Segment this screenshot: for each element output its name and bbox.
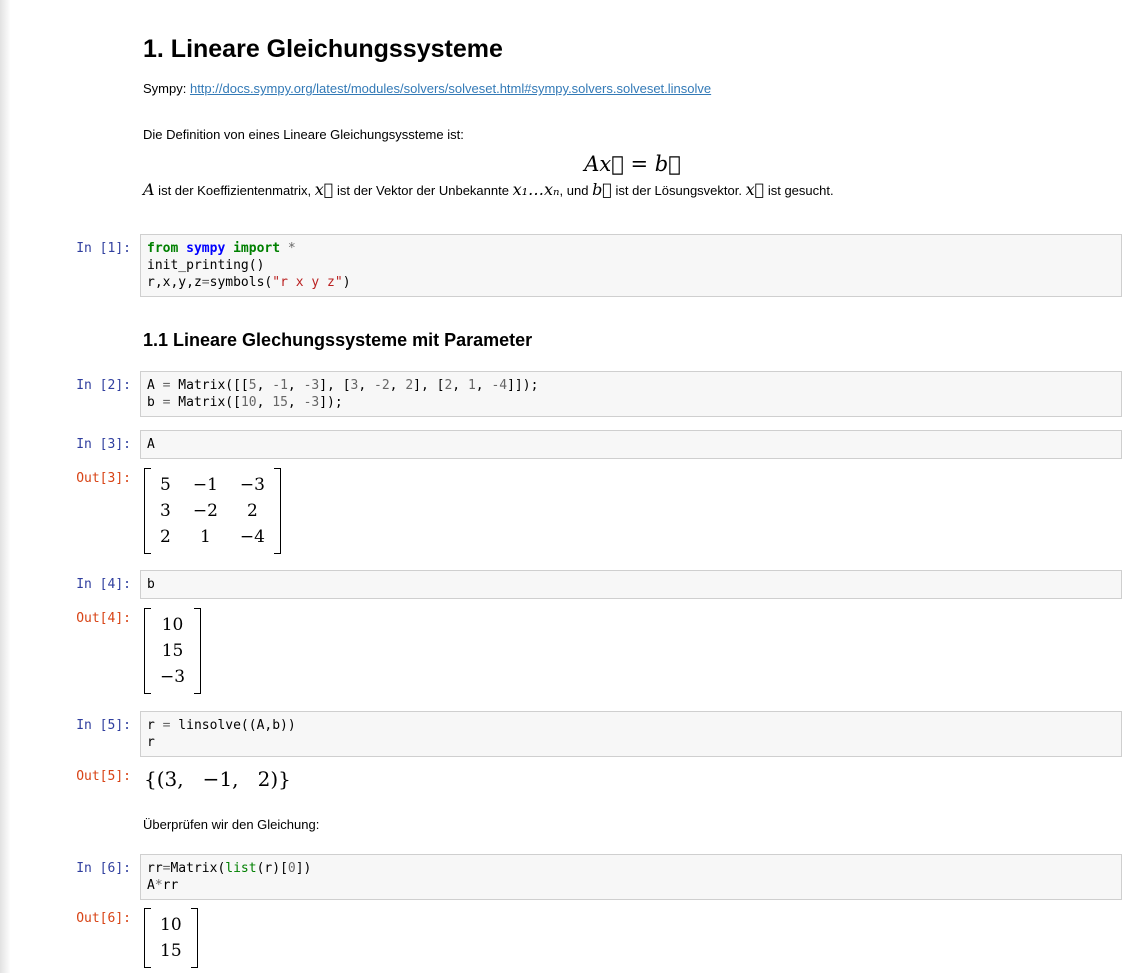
code-token: 2 bbox=[444, 378, 453, 393]
code-line bbox=[147, 274, 1115, 291]
code-line bbox=[147, 394, 1115, 411]
desc-text: ist der Vektor der Unbekannte bbox=[333, 183, 513, 198]
input-prompt: In [3]: bbox=[76, 437, 131, 452]
code-line bbox=[147, 257, 1115, 274]
output-matrix bbox=[144, 908, 198, 968]
code-input-area[interactable] bbox=[140, 234, 1122, 297]
code-token: 1 bbox=[467, 378, 476, 393]
input-prompt: In [6]: bbox=[76, 861, 131, 876]
code-line bbox=[147, 860, 1115, 877]
code-token: "r x y z" bbox=[272, 275, 343, 290]
math-inline: A bbox=[143, 180, 155, 199]
code-token: ) bbox=[342, 275, 351, 290]
matrix-cell: −1 bbox=[192, 475, 218, 495]
equation-display: Ax⃗ = b⃗ bbox=[584, 152, 681, 176]
output-cell-3 bbox=[0, 464, 1141, 559]
code-token: import bbox=[233, 241, 281, 256]
code-token: ]) bbox=[295, 861, 312, 876]
code-token: = bbox=[162, 718, 171, 733]
definition-description bbox=[143, 181, 1122, 199]
output-prompt: Out[6]: bbox=[76, 911, 131, 926]
markdown-cell-section bbox=[0, 329, 1141, 351]
output-prompt: Out[4]: bbox=[76, 611, 131, 626]
code-token: 10 bbox=[240, 395, 257, 410]
matrix-cell: 5 bbox=[160, 475, 171, 495]
code-cell-4 bbox=[0, 570, 1141, 599]
desc-text: , und bbox=[559, 183, 593, 198]
code-token: , bbox=[452, 378, 468, 393]
code-token bbox=[280, 241, 288, 256]
code-token: = bbox=[162, 861, 171, 876]
code-token: 15 bbox=[272, 395, 288, 410]
matrix-bracket-right-icon bbox=[194, 608, 201, 694]
code-token: , bbox=[256, 395, 273, 410]
prompt-spacer bbox=[0, 34, 140, 40]
code-token: 0 bbox=[287, 861, 296, 876]
code-line bbox=[147, 377, 1115, 394]
code-token: ], [ bbox=[319, 378, 351, 393]
code-token: r bbox=[147, 718, 163, 733]
code-token: 5 bbox=[248, 378, 257, 393]
code-token: = bbox=[162, 378, 171, 393]
matrix-cell: 10 bbox=[160, 915, 182, 935]
matrix-cell: 15 bbox=[161, 641, 184, 661]
output-area bbox=[140, 464, 1122, 559]
code-token: -3 bbox=[303, 378, 320, 393]
matrix-bracket-right-icon bbox=[274, 468, 281, 554]
code-token: b bbox=[147, 577, 155, 592]
prompt-spacer bbox=[0, 80, 140, 86]
matrix-cell: −4 bbox=[239, 527, 265, 547]
code-input-area[interactable] bbox=[140, 711, 1122, 757]
code-token: * bbox=[154, 878, 163, 893]
code-token bbox=[225, 241, 233, 256]
desc-text: ist der Koeffizientenmatrix, bbox=[154, 183, 315, 198]
matrix-cell: 2 bbox=[247, 501, 258, 521]
matrix-cell: −3 bbox=[239, 475, 265, 495]
sympy-label: Sympy: bbox=[143, 81, 190, 96]
code-token bbox=[178, 241, 186, 256]
code-token: A bbox=[147, 878, 155, 893]
matrix-body bbox=[158, 908, 184, 968]
code-token: -2 bbox=[374, 378, 390, 393]
prompt-spacer bbox=[0, 329, 140, 335]
code-token: Matrix([[ bbox=[170, 378, 249, 393]
code-token: list bbox=[225, 861, 257, 876]
code-token: A bbox=[147, 378, 163, 393]
prompt-spacer bbox=[0, 816, 140, 822]
code-token: Matrix( bbox=[170, 861, 226, 876]
output-cell-6 bbox=[0, 904, 1141, 973]
code-token: -3 bbox=[303, 395, 320, 410]
code-input-area[interactable] bbox=[140, 371, 1122, 417]
code-token: b bbox=[147, 395, 163, 410]
matrix-body bbox=[158, 468, 267, 554]
output-prompt: Out[3]: bbox=[76, 471, 131, 486]
page-title: 1. Lineare Gleichungssysteme bbox=[143, 35, 503, 63]
matrix-bracket-left-icon bbox=[144, 608, 151, 694]
code-token: * bbox=[287, 241, 296, 256]
math-inline: x⃗ bbox=[745, 180, 765, 199]
code-token: , bbox=[287, 395, 304, 410]
input-prompt: In [2]: bbox=[76, 378, 131, 393]
output-area bbox=[140, 762, 1122, 792]
code-line bbox=[147, 734, 1115, 751]
code-token: ], [ bbox=[413, 378, 445, 393]
output-matrix bbox=[144, 468, 281, 554]
code-token: = bbox=[162, 395, 171, 410]
input-prompt: In [5]: bbox=[76, 718, 131, 733]
code-token: , bbox=[287, 378, 304, 393]
input-prompt: In [4]: bbox=[76, 577, 131, 592]
math-inline: b⃗ bbox=[592, 180, 612, 199]
matrix-body bbox=[158, 608, 187, 694]
code-token: 2 bbox=[405, 378, 414, 393]
code-token: (r)[ bbox=[256, 861, 288, 876]
desc-text: ist gesucht. bbox=[764, 183, 834, 198]
desc-text: ist der Lösungsvektor. bbox=[611, 183, 746, 198]
code-token: A bbox=[147, 437, 155, 452]
matrix-cell: 15 bbox=[160, 941, 182, 961]
section-heading: 1.1 Lineare Glechungssysteme mit Parameter bbox=[143, 330, 533, 350]
sympy-doc-link[interactable]: http://docs.sympy.org/latest/modules/solvers/solveset.html#sympy.solvers.solveset.linsolve bbox=[189, 81, 712, 96]
code-token: , bbox=[389, 378, 406, 393]
code-token: rr bbox=[162, 878, 179, 893]
prompt-spacer bbox=[0, 126, 140, 132]
input-prompt: In [1]: bbox=[76, 241, 131, 256]
code-token: symbols( bbox=[209, 275, 273, 290]
matrix-cell: −3 bbox=[160, 667, 186, 687]
code-line bbox=[147, 240, 1115, 257]
code-token: init_printing() bbox=[147, 258, 265, 273]
code-token: ]); bbox=[319, 395, 343, 410]
code-token: , bbox=[256, 378, 273, 393]
output-cell-4 bbox=[0, 604, 1141, 699]
code-cell-5 bbox=[0, 711, 1141, 757]
code-token: = bbox=[201, 275, 210, 290]
solution-set-value: {(3, −1, 2)} bbox=[144, 767, 291, 791]
markdown-cell-link bbox=[0, 80, 1141, 97]
code-cell-2 bbox=[0, 371, 1141, 417]
code-token: r bbox=[147, 735, 155, 750]
code-token: , bbox=[358, 378, 375, 393]
math-inline: x⃗ bbox=[314, 180, 334, 199]
markdown-cell-definition bbox=[0, 126, 1141, 199]
code-cell-1 bbox=[0, 234, 1141, 297]
code-token: -1 bbox=[272, 378, 288, 393]
code-token: ]]); bbox=[507, 378, 539, 393]
code-input-area[interactable] bbox=[140, 854, 1122, 900]
code-token: , bbox=[475, 378, 492, 393]
definition-text: Die Definition von eines Lineare Gleichungsyssteme ist: bbox=[143, 127, 464, 142]
code-line bbox=[147, 877, 1115, 894]
output-area bbox=[140, 604, 1122, 699]
code-token: r,x,y,z bbox=[147, 275, 202, 290]
code-line bbox=[147, 576, 1115, 593]
code-token: rr bbox=[147, 861, 163, 876]
check-text: Überprüfen wir den Gleichung: bbox=[143, 817, 320, 832]
output-area bbox=[140, 904, 1122, 973]
math-inline: x₁…xₙ bbox=[512, 180, 560, 199]
code-token: from bbox=[147, 241, 179, 256]
code-token: 3 bbox=[350, 378, 359, 393]
code-input-area[interactable] bbox=[140, 570, 1122, 599]
output-matrix bbox=[144, 608, 201, 694]
code-line bbox=[147, 436, 1115, 453]
markdown-cell-check bbox=[0, 816, 1141, 833]
code-cell-6 bbox=[0, 854, 1141, 900]
code-line bbox=[147, 717, 1115, 734]
matrix-bracket-left-icon bbox=[144, 908, 151, 968]
matrix-bracket-right-icon bbox=[191, 908, 198, 968]
code-input-area[interactable] bbox=[140, 430, 1122, 459]
matrix-bracket-left-icon bbox=[144, 468, 151, 554]
code-token: -4 bbox=[491, 378, 508, 393]
matrix-cell: 10 bbox=[161, 615, 184, 635]
output-cell-5 bbox=[0, 762, 1141, 792]
code-token: Matrix([ bbox=[170, 395, 241, 410]
code-token: linsolve((A,b)) bbox=[170, 718, 296, 733]
output-prompt: Out[5]: bbox=[76, 769, 131, 784]
markdown-cell-title bbox=[0, 34, 1141, 64]
matrix-cell: −2 bbox=[192, 501, 218, 521]
matrix-cell: 2 bbox=[160, 527, 171, 547]
matrix-cell: 3 bbox=[160, 501, 171, 521]
code-cell-3 bbox=[0, 430, 1141, 459]
matrix-cell: 1 bbox=[199, 527, 211, 547]
code-token: sympy bbox=[186, 241, 226, 256]
